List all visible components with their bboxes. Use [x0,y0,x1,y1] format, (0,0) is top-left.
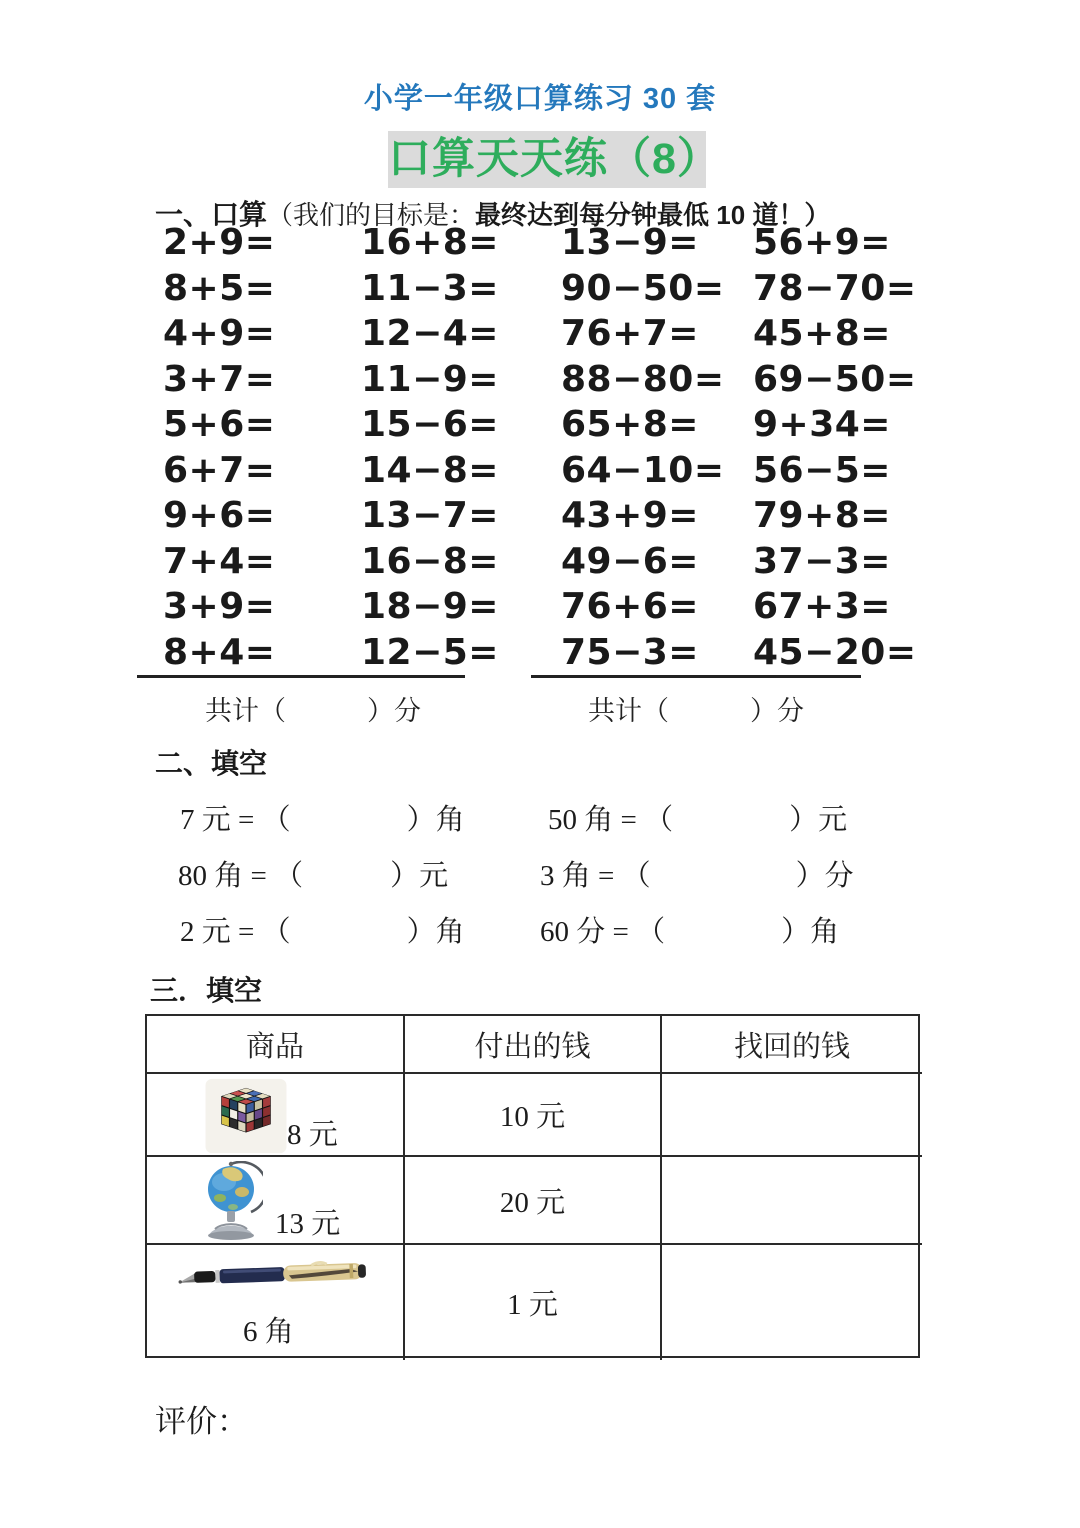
math-problem: 37−3= [753,540,891,582]
fill-blank-problem: 3 角 = （ ）分 [540,860,854,892]
table-header-change: 找回的钱 [662,1016,922,1074]
math-problem: 69−50= [753,358,917,400]
math-problem: 12−4= [361,313,499,354]
math-problem: 15−6= [361,404,499,445]
problem-row [163,448,1023,494]
math-problem: 56+9= [753,222,891,263]
problem-row [163,402,1023,448]
math-problem: 9+6= [163,495,276,536]
math-problem: 64−10= [561,449,725,491]
math-problem: 90−50= [561,267,725,309]
math-problem: 79+8= [753,495,891,536]
math-problem: 11−9= [361,358,499,400]
series-title: 小学一年级口算练习 30 套 [363,83,717,115]
problem-row [163,539,1023,585]
table-header-item: 商品 [147,1016,405,1074]
change-amount-cell [662,1157,922,1245]
problem-row [163,266,1023,312]
math-problem: 45−20= [753,631,917,673]
math-problem: 88−80= [561,358,725,400]
change-amount-cell [662,1074,922,1157]
math-problem: 76+7= [561,313,699,354]
paid-amount: 20 元 [405,1157,662,1245]
score-divider-left [137,675,465,678]
evaluation-label: 评价： [155,1404,248,1439]
item-price-label: 13 元 [275,1208,341,1240]
math-problem: 16+8= [361,222,499,263]
math-problem: 3+7= [163,358,276,400]
problem-row [163,493,1023,539]
math-problem: 9+34= [753,404,891,445]
math-problem: 45+8= [753,313,891,354]
globe-icon [205,1161,263,1241]
section1-goal-text: 最终达到每分钟最低 10 道！） [475,200,831,230]
math-problem: 76+6= [561,586,699,627]
fill-blank-problem: 2 元 = （ ）角 [180,916,465,948]
math-problem: 13−7= [361,495,499,536]
fountain-pen-icon [173,1255,385,1295]
score-label-left: 共计（ ）分 [205,696,421,726]
section3-heading: 三．填空 [150,975,263,1006]
math-problem: 18−9= [361,586,499,627]
math-problem: 43+9= [561,495,699,536]
math-problem: 78−70= [753,267,917,309]
problem-row [163,220,1023,266]
math-problem: 12−5= [361,631,499,673]
item-cell-globe [147,1157,405,1245]
math-problem: 7+4= [163,540,276,582]
item-cell-cube [147,1074,405,1157]
math-problem: 5+6= [163,404,276,445]
math-problem: 4+9= [163,313,276,354]
item-price-label: 8 元 [287,1119,338,1151]
item-price-label: 6 角 [243,1316,294,1348]
math-problem: 8+5= [163,267,276,309]
fill-blank-problem: 80 角 = （ ）元 [178,860,449,892]
math-problem: 14−8= [361,449,499,491]
math-problem: 6+7= [163,449,276,491]
math-problem: 49−6= [561,540,699,582]
paid-amount: 10 元 [405,1074,662,1157]
rubiks-cube-icon [203,1078,289,1154]
score-divider-right [531,675,861,678]
fill-blank-problem: 50 角 = （ ）元 [548,804,848,836]
problem-row [163,584,1023,630]
math-problem: 13−9= [561,222,699,263]
item-cell-pen [147,1245,405,1360]
section1-goal-prefix: （我们的目标是： [267,200,476,230]
section1-heading-label: 一、口算 [155,199,268,230]
problem-row [163,630,1023,676]
worksheet-title: 口算天天练（8） [388,131,706,188]
math-problem: 67+3= [753,586,891,627]
price-table [145,1014,920,1358]
paid-amount: 1 元 [405,1245,662,1360]
math-problem: 16−8= [361,540,499,582]
math-problem: 65+8= [561,404,699,445]
score-label-right: 共计（ ）分 [588,696,804,726]
change-amount-cell [662,1245,922,1360]
math-problem: 8+4= [163,631,276,673]
math-problem: 75−3= [561,631,699,673]
table-header-paid: 付出的钱 [405,1016,662,1074]
fill-blank-problem: 60 分 = （ ）角 [540,916,840,948]
oral-math-problem-grid [163,220,1023,675]
math-problem: 56−5= [753,449,891,491]
problem-row [163,311,1023,357]
fill-blank-problem: 7 元 = （ ）角 [180,804,465,836]
math-problem: 11−3= [361,267,499,309]
math-problem: 3+9= [163,586,276,627]
section2-heading: 二、填空 [155,748,268,779]
problem-row [163,357,1023,403]
math-problem: 2+9= [163,222,276,263]
